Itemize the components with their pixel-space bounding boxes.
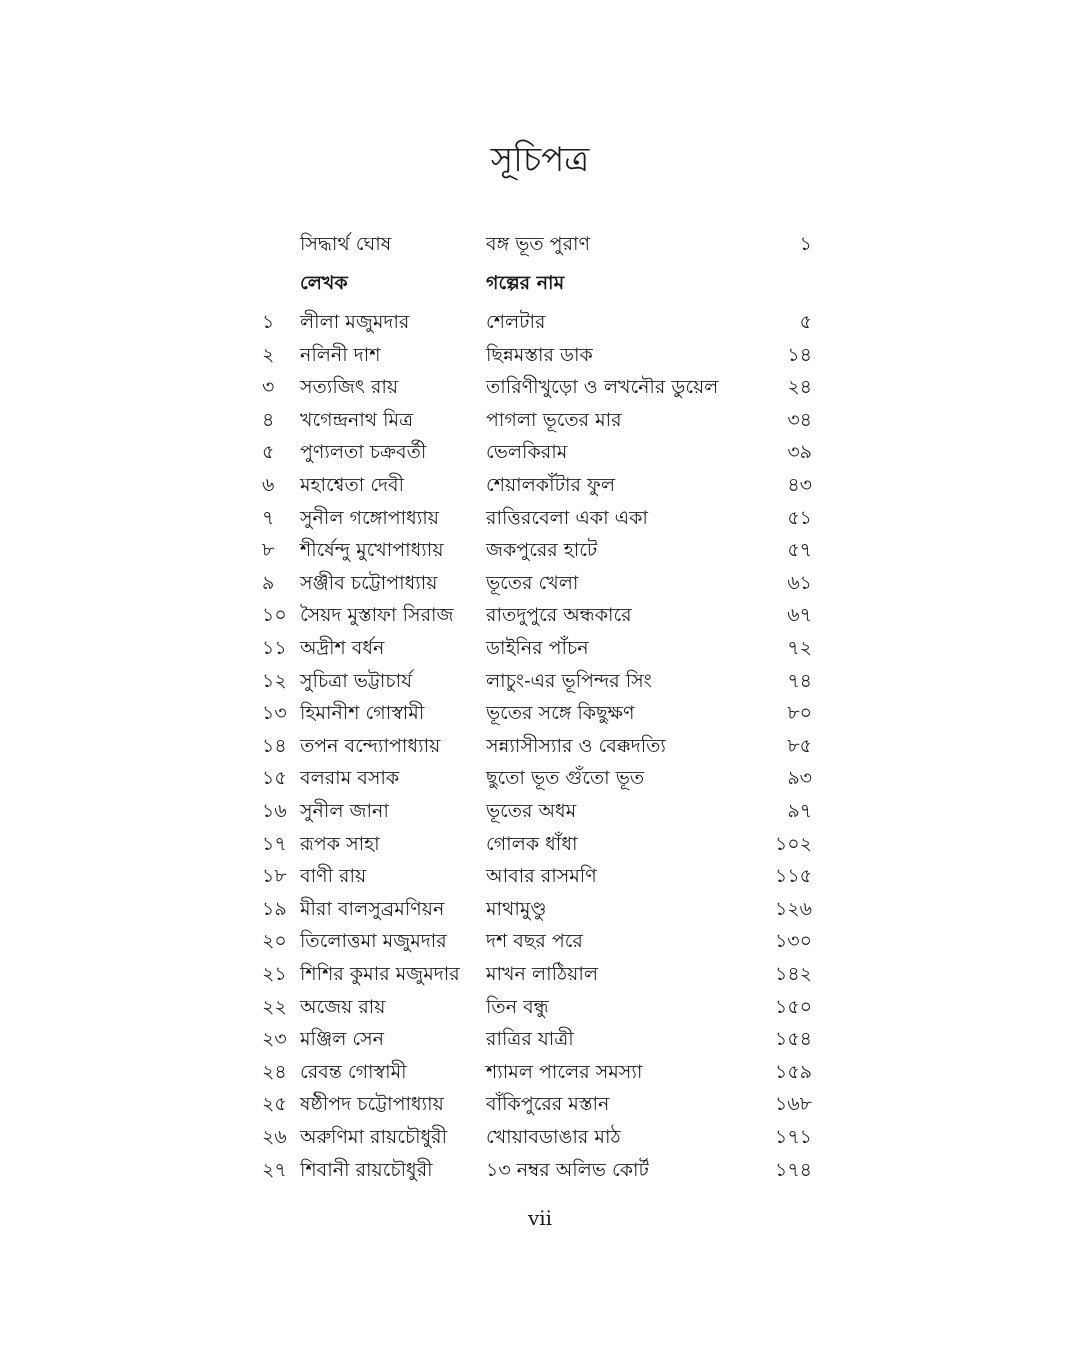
entry-author: সঞ্জীব চট্টোপাধ্যায়: [300, 571, 438, 594]
page-title: সূচিপত্র: [490, 140, 590, 180]
entry-story-title: বাঁকিপুরের মস্তান: [486, 1093, 610, 1116]
entry-number: ১৯: [262, 897, 287, 920]
entry-page-number: ১৫০: [774, 995, 812, 1018]
entry-author: হিমানীশ গোস্বামী: [300, 702, 425, 725]
entry-page-number: ৭২: [787, 637, 812, 659]
entry-page-number: ৮৫: [787, 734, 812, 757]
toc-row: [0, 404, 1080, 436]
toc-row: [0, 925, 1080, 957]
entry-author: সুনীল গঙ্গোপাধ্যায়: [300, 506, 439, 529]
intro-page: ১: [799, 233, 812, 255]
entry-number: ২৫: [262, 1093, 287, 1116]
entry-page-number: ১৪: [787, 343, 812, 366]
entry-author: খগেন্দ্রনাথ মিত্র: [300, 408, 414, 431]
entry-number: ১৫: [262, 767, 287, 790]
entry-page-number: ২৪: [787, 376, 812, 399]
entry-number: ৫: [262, 441, 275, 464]
entry-author: সুনীল জানা: [300, 800, 389, 822]
entry-number: ২৬: [262, 1126, 287, 1148]
toc-row: [0, 306, 1080, 338]
intro-author: সিদ্ধার্থ ঘোষ: [300, 233, 392, 255]
entry-author: অজেয় রায়: [300, 995, 386, 1018]
entry-story-title: রাত্রির যাত্রী: [486, 1028, 574, 1051]
entry-page-number: ১০২: [774, 832, 812, 855]
toc-row: [0, 567, 1080, 599]
entry-story-title: ছুতো ভূত গুঁতো ভূত: [486, 767, 645, 790]
entry-story-title: তারিণীখুড়ো ও লখনৌর ডুয়েল: [486, 376, 719, 399]
entry-number: ২১: [262, 963, 287, 985]
entry-story-title: ছিন্নমস্তার ডাক: [486, 343, 593, 366]
entry-number: ১৭: [262, 832, 287, 855]
entry-author: শীর্ষেন্দু মুখোপাধ্যায়: [300, 539, 444, 562]
entry-author: লীলা মজুমদার: [300, 311, 410, 333]
column-header-row: [0, 267, 1080, 299]
entry-story-title: ভূতের অধম: [486, 800, 577, 822]
entry-page-number: ৭৪: [787, 669, 812, 692]
toc-row: [0, 371, 1080, 403]
toc-row: [0, 599, 1080, 631]
toc-row: [0, 534, 1080, 566]
entry-number: ১৩: [262, 702, 287, 725]
entry-number: ১২: [262, 669, 287, 692]
entry-page-number: ৮০: [787, 702, 812, 725]
toc-row: [0, 436, 1080, 468]
entry-page-number: ১৫৪: [775, 1028, 812, 1051]
entry-author: রূপক সাহা: [300, 832, 380, 855]
entry-story-title: শেলটার: [486, 311, 546, 333]
entry-page-number: ১৬৮: [774, 1093, 812, 1116]
entry-page-number: ৩৪: [787, 408, 812, 431]
entry-number: ৭: [262, 506, 275, 529]
toc-row: [0, 958, 1080, 990]
entry-number: ১১: [262, 637, 287, 659]
toc-row: [0, 1121, 1080, 1153]
toc-row: [0, 1056, 1080, 1088]
entry-page-number: ১২৬: [774, 897, 812, 920]
entry-story-title: খোয়াবডাঙার মাঠ: [486, 1126, 621, 1148]
toc-row: [0, 795, 1080, 827]
toc-row: [0, 991, 1080, 1023]
toc-row: [0, 1088, 1080, 1120]
entry-author: তপন বন্দ্যোপাধ্যায়: [300, 734, 441, 757]
entry-number: ১৪: [262, 734, 287, 757]
entry-author: পুণ্যলতা চক্রবর্তী: [300, 441, 427, 464]
entry-author: সুচিত্রা ভট্টাচার্য: [300, 669, 413, 692]
toc-row: [0, 697, 1080, 729]
entry-page-number: ৯৩: [787, 767, 812, 790]
entry-author: মীরা বালসুব্রমণিয়ন: [300, 897, 445, 920]
entry-page-number: ১৫৯: [775, 1060, 812, 1083]
toc-row: [0, 469, 1080, 501]
entry-story-title: দশ বছর পরে: [486, 930, 583, 953]
entry-number: ৮: [262, 539, 275, 562]
entry-number: ২৭: [262, 1158, 287, 1181]
entry-number: ২: [262, 343, 275, 366]
entry-story-title: তিন বন্ধু: [486, 995, 549, 1018]
entry-page-number: ১৪২: [774, 963, 812, 985]
entry-story-title: রাতদুপুরে অন্ধকারে: [486, 604, 632, 627]
entry-story-title: শ্যামল পালের সমস্যা: [486, 1060, 643, 1083]
toc-row: [0, 762, 1080, 794]
toc-row: [0, 339, 1080, 371]
entry-page-number: ৬১: [787, 571, 812, 594]
entry-number: ১০: [262, 604, 287, 627]
intro-row: [0, 228, 1080, 260]
entry-story-title: ডাইনির পাঁচন: [486, 637, 589, 659]
toc-row: [0, 828, 1080, 860]
entry-story-title: ভূতের খেলা: [486, 571, 579, 594]
entry-author: অদ্রীশ বর্ধন: [300, 637, 385, 659]
entry-number: ৬: [262, 474, 275, 496]
intro-story: বঙ্গ ভূত পুরাণ: [486, 233, 591, 255]
toc-row: [0, 632, 1080, 664]
entry-number: ২০: [262, 930, 287, 953]
entry-number: ২৪: [262, 1060, 287, 1083]
entry-author: তিলোত্তমা মজুমদার: [300, 930, 447, 953]
toc-row: [0, 665, 1080, 697]
entry-story-title: আবার রাসমণি: [486, 865, 597, 888]
entry-author: নলিনী দাশ: [300, 343, 381, 366]
toc-row: [0, 730, 1080, 762]
entry-author: বলরাম বসাক: [300, 767, 400, 790]
toc-row: [0, 893, 1080, 925]
entry-number: ২২: [262, 995, 287, 1018]
entry-page-number: ৫: [799, 311, 812, 333]
entry-author: মঞ্জিল সেন: [300, 1028, 385, 1051]
entry-page-number: ১৭৪: [774, 1158, 812, 1181]
entry-page-number: ৪৩: [787, 474, 812, 496]
entry-author: অরুণিমা রায়চৌধুরী: [300, 1126, 448, 1148]
entry-story-title: গোলক ধাঁধা: [486, 832, 578, 855]
entry-story-title: ১৩ নম্বর অলিভ কোর্ট: [486, 1158, 649, 1181]
page-number: vii: [527, 1206, 553, 1230]
entry-story-title: মাথামুণ্ডু: [486, 897, 547, 920]
entry-author: মহাশ্বেতা দেবী: [300, 474, 405, 496]
entry-page-number: ৫৭: [787, 539, 812, 562]
entry-page-number: ১৩০: [774, 930, 812, 953]
entry-story-title: মাখন লাঠিয়াল: [486, 963, 599, 985]
entry-story-title: ভেলকিরাম: [486, 441, 568, 464]
entry-story-title: জকপুরের হাটে: [486, 539, 598, 562]
entry-number: ২৩: [262, 1028, 287, 1051]
entry-story-title: শেয়ালকাঁটার ফুল: [486, 474, 616, 496]
entry-story-title: পাগলা ভূতের মার: [486, 408, 622, 431]
toc-row: [0, 502, 1080, 534]
entry-author: সত্যজিৎ রায়: [300, 376, 399, 399]
entry-page-number: ৬৭: [787, 604, 812, 627]
entry-story-title: ভূতের সঙ্গে কিছুক্ষণ: [486, 702, 635, 725]
entry-author: শিশির কুমার মজুমদার: [300, 963, 460, 985]
entry-page-number: ৫১: [787, 506, 812, 529]
entry-number: ৯: [262, 571, 275, 594]
entry-page-number: ১৭১: [774, 1126, 812, 1148]
entry-author: ষষ্ঠীপদ চট্টোপাধ্যায়: [300, 1093, 444, 1116]
entry-author: সৈয়দ মুস্তাফা সিরাজ: [300, 604, 454, 627]
toc-row: [0, 1154, 1080, 1186]
entry-number: ১: [262, 311, 275, 333]
entry-author: শিবানী রায়চৌধুরী: [300, 1158, 433, 1181]
toc-row: [0, 860, 1080, 892]
entry-page-number: ১১৫: [775, 865, 812, 888]
author-column-header: লেখক: [300, 272, 348, 294]
entry-story-title: লাচুং-এর ভূপিন্দর সিং: [486, 669, 652, 692]
story-column-header: গল্পের নাম: [486, 272, 565, 294]
entry-number: ৪: [262, 408, 275, 431]
entry-story-title: সন্ন্যাসীস্যার ও বেক্কদত্যি: [486, 734, 666, 757]
entry-page-number: ৯৭: [787, 800, 812, 822]
entry-story-title: রাত্তিরবেলা একা একা: [486, 506, 648, 529]
entry-number: ৩: [262, 376, 275, 399]
entry-page-number: ৩৯: [787, 441, 812, 464]
entry-number: ১৮: [262, 865, 287, 888]
toc-row: [0, 1023, 1080, 1055]
entry-number: ১৬: [262, 800, 287, 822]
entry-author: বাণী রায়: [300, 865, 367, 888]
entry-author: রেবন্ত গোস্বামী: [300, 1060, 407, 1083]
